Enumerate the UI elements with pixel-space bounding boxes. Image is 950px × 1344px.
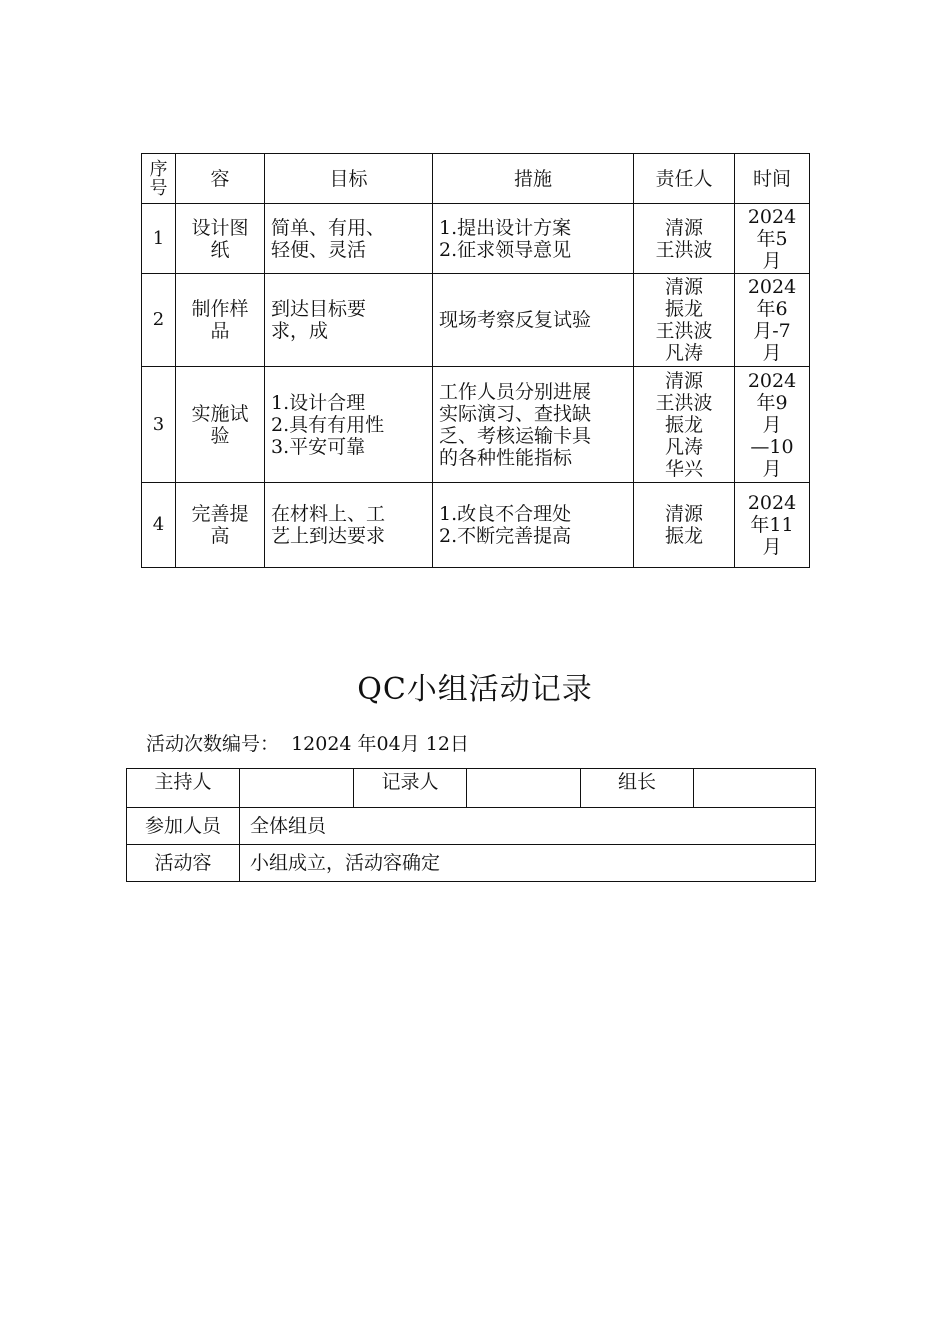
time-cell [735, 367, 810, 483]
content-cell [176, 274, 265, 367]
content-cell-line: 高 [210, 525, 230, 547]
plan-table [141, 153, 810, 568]
goal-cell-line: 简单、有用、 [271, 216, 386, 239]
content-cell-line: 验 [210, 424, 230, 447]
content-cell-line: 设计图 [191, 216, 249, 239]
owner-cell [634, 367, 735, 483]
plan-row [142, 483, 810, 568]
measures-cell-line: 2.征求领导意见 [439, 238, 572, 261]
owner-cell-line: 清源 [664, 369, 703, 392]
owner-cell-line: 凡涛 [664, 435, 703, 458]
goal-cell-line: 到达目标要 [271, 298, 367, 320]
owner-cell [634, 274, 735, 367]
goal-cell-line: 2.具有有用性 [271, 413, 385, 436]
owner-cell-line: 王洪波 [655, 320, 713, 342]
header-time: 时间 [735, 154, 810, 204]
seq-cell: 1 [142, 204, 176, 274]
owner-cell-line: 清源 [664, 276, 703, 298]
time-cell [735, 274, 810, 367]
time-cell-line: —10 [750, 435, 794, 458]
header-measures: 措施 [433, 154, 634, 204]
plan-row [142, 204, 810, 274]
record-row-host [127, 769, 816, 808]
participants-label: 参加人员 [127, 808, 240, 845]
measures-cell [433, 367, 634, 483]
header-content: 容 [176, 154, 265, 204]
time-cell [735, 483, 810, 568]
time-cell-line: 月 [762, 342, 782, 364]
goal-cell-line: 求，成 [271, 320, 329, 342]
owner-cell-line: 王洪波 [655, 391, 713, 414]
time-cell-line: 年11 [750, 514, 794, 536]
content-cell-line: 品 [210, 320, 230, 342]
activity-label: 活动容 [127, 845, 240, 882]
content-cell [176, 367, 265, 483]
plan-row [142, 274, 810, 367]
participants-value: 全体组员 [240, 808, 816, 845]
time-cell-line: 月 [762, 249, 782, 272]
time-cell-line: 月 [762, 457, 782, 480]
content-cell [176, 204, 265, 274]
owner-cell-line: 振龙 [664, 413, 703, 436]
recorder-value [467, 769, 581, 808]
time-cell-line: 年6 [756, 298, 788, 320]
host-value [240, 769, 354, 808]
owner-cell-line: 王洪波 [655, 238, 713, 261]
measures-cell-line: 1.改良不合理处 [439, 503, 572, 525]
goal-cell [265, 483, 433, 568]
time-cell-line: 月 [762, 413, 782, 436]
goal-cell [265, 204, 433, 274]
plan-header-row [142, 154, 810, 204]
time-cell-line: 2024 [747, 205, 797, 228]
activity-number-line: 活动次数编号： 12024 年04月 12日 [146, 733, 469, 755]
time-cell [735, 204, 810, 274]
record-table [126, 768, 816, 882]
goal-cell-line: 1.设计合理 [271, 391, 366, 414]
measures-cell-line: 乏、考核运输卡具 [439, 424, 592, 447]
owner-cell [634, 204, 735, 274]
measures-cell [433, 204, 634, 274]
goal-cell-line: 艺上到达要求 [271, 525, 386, 547]
time-cell-line: 月 [762, 536, 782, 558]
recorder-label: 记录人 [354, 769, 467, 808]
header-owner: 责任人 [634, 154, 735, 204]
measures-cell-line: 的各种性能指标 [439, 446, 573, 469]
record-row-participants [127, 808, 816, 845]
owner-cell-line: 华兴 [664, 457, 703, 480]
goal-cell-line: 3.平安可靠 [271, 435, 366, 458]
owner-cell [634, 483, 735, 568]
measures-cell-line: 实际演习、查找缺 [439, 402, 592, 425]
leader-value [694, 769, 816, 808]
content-cell-line: 完善提 [191, 503, 249, 525]
goal-cell [265, 367, 433, 483]
owner-cell-line: 清源 [664, 216, 703, 239]
record-title: QC小组活动记录 [357, 672, 593, 707]
measures-cell-line: 现场考察反复试验 [439, 309, 592, 331]
content-cell-line: 实施试 [191, 402, 249, 425]
content-cell [176, 483, 265, 568]
measures-cell-line: 工作人员分别进展 [439, 380, 592, 403]
content-cell-line: 制作样 [191, 298, 249, 320]
goal-cell-line: 在材料上、工 [271, 503, 386, 525]
time-cell-line: 2024 [747, 492, 797, 514]
owner-cell-line: 振龙 [664, 298, 703, 320]
owner-cell-line: 凡涛 [664, 342, 703, 364]
time-cell-line: 年5 [756, 227, 788, 250]
record-row-activity [127, 845, 816, 882]
header-seq-line: 序号 [149, 158, 168, 199]
seq-cell: 3 [142, 367, 176, 483]
goal-cell-line: 轻便、灵活 [271, 238, 367, 261]
header-seq [142, 154, 176, 204]
content-cell-line: 纸 [210, 238, 230, 261]
plan-body [142, 204, 810, 568]
measures-cell-line: 2.不断完善提高 [439, 525, 572, 547]
goal-cell [265, 274, 433, 367]
time-cell-line: 2024 [747, 276, 797, 298]
plan-row [142, 367, 810, 483]
host-label: 主持人 [127, 769, 240, 808]
measures-cell-line: 1.提出设计方案 [439, 216, 572, 239]
seq-cell: 2 [142, 274, 176, 367]
activity-value: 小组成立，活动容确定 [240, 845, 816, 882]
time-cell-line: 年9 [756, 391, 788, 414]
time-cell-line: 2024 [747, 369, 797, 392]
seq-cell: 4 [142, 483, 176, 568]
leader-label: 组长 [581, 769, 694, 808]
owner-cell-line: 振龙 [664, 525, 703, 547]
header-goal: 目标 [265, 154, 433, 204]
owner-cell-line: 清源 [664, 503, 703, 525]
measures-cell [433, 483, 634, 568]
measures-cell [433, 274, 634, 367]
time-cell-line: 月-7 [753, 320, 791, 342]
